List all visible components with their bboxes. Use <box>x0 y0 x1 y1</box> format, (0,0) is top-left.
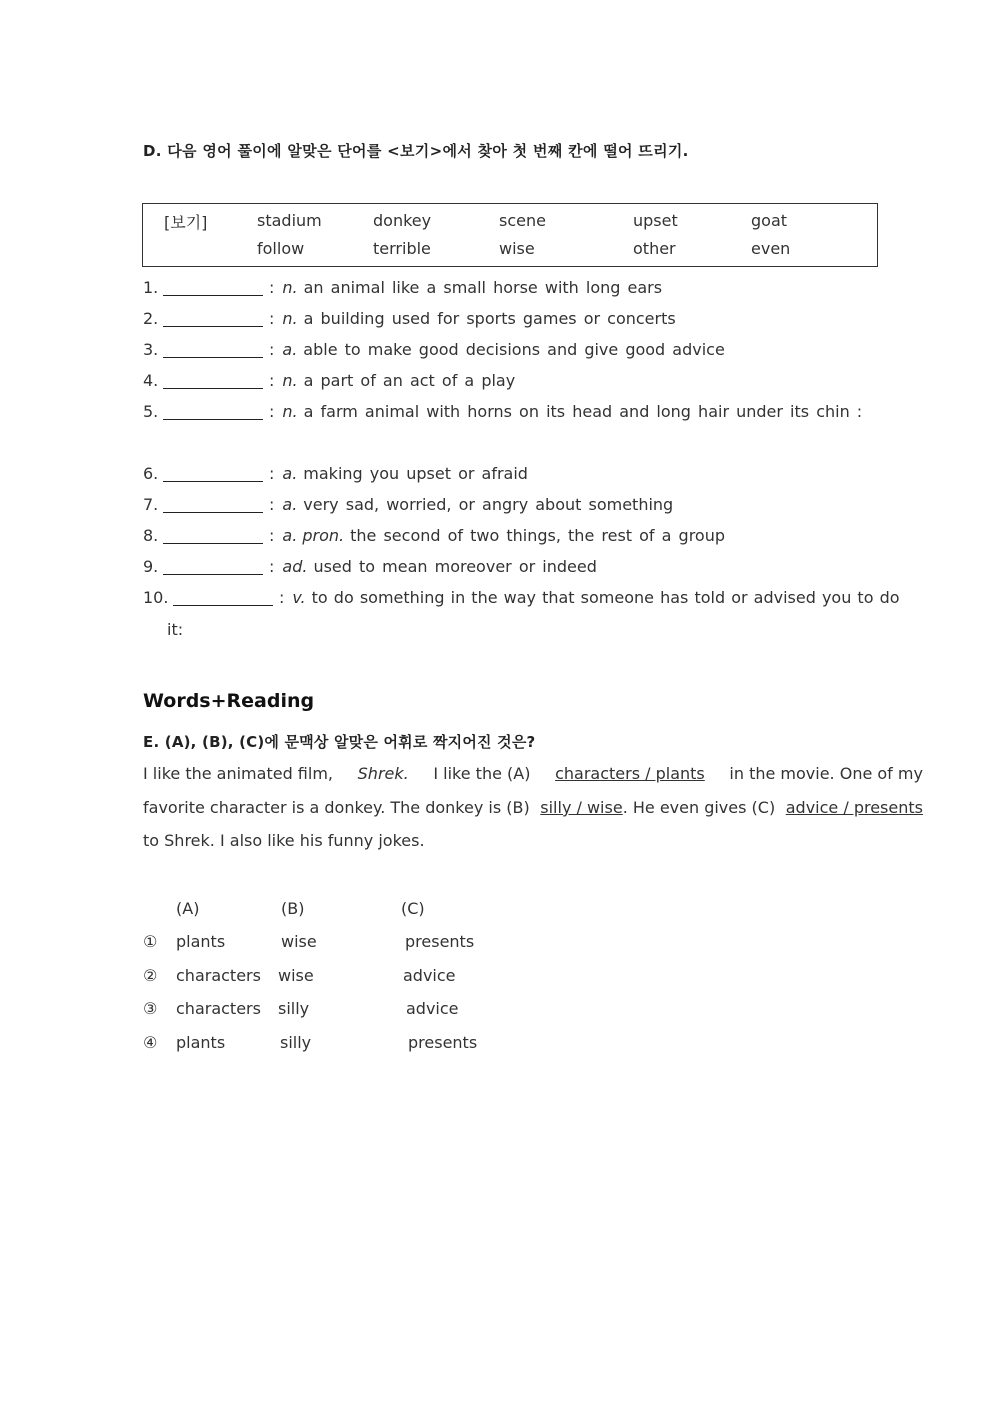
text-segment: I like the animated film, <box>143 764 333 783</box>
option-mark[interactable]: ③ <box>143 999 158 1018</box>
part-of-speech: n. <box>282 402 298 421</box>
item-number: 8. <box>143 526 159 545</box>
question-e-title: E. (A), (B), (C)에 문맥상 알맞은 어휘로 짝지어진 것은? <box>143 733 536 751</box>
text-segment: . He even gives (C) <box>622 798 776 817</box>
item-number: 5. <box>143 402 159 421</box>
definition-text: the second of two things, the rest of a group <box>350 526 725 545</box>
part-of-speech: a. <box>282 464 298 483</box>
option-a: plants <box>176 932 226 951</box>
option-a: characters <box>176 966 261 985</box>
text-segment: to Shrek. I also like his funny jokes. <box>143 831 425 850</box>
film-title: Shrek. <box>357 764 409 783</box>
choice-a-underlined: characters / plants <box>555 764 705 783</box>
definition-text: an animal like a small horse with long ears <box>303 278 663 297</box>
word-bank-word[interactable]: other <box>633 239 676 258</box>
part-of-speech: n. <box>282 309 298 328</box>
item-number: 1. <box>143 278 159 297</box>
word-bank-box <box>142 203 878 267</box>
part-of-speech: v. <box>292 588 306 607</box>
option-b: wise <box>281 932 317 951</box>
definition-item: 9. : ad. used to mean moreover or indeed <box>143 557 597 576</box>
option-c: advice <box>406 999 459 1018</box>
answer-blank[interactable] <box>163 341 263 358</box>
word-bank-word[interactable]: scene <box>499 211 546 230</box>
item-number: 4. <box>143 371 159 390</box>
text-segment: I like the (A) <box>433 764 531 783</box>
reading-paragraph-line <box>143 831 923 850</box>
definition-text: used to mean moreover or indeed <box>313 557 597 576</box>
word-bank-word[interactable]: terrible <box>373 239 431 258</box>
item-number: 6. <box>143 464 159 483</box>
definition-item: 2. : n. a building used for sports games or concerts <box>143 309 676 328</box>
word-bank-word[interactable]: stadium <box>257 211 322 230</box>
word-bank-word[interactable]: upset <box>633 211 678 230</box>
item-number: 9. <box>143 557 159 576</box>
definition-continuation: it: <box>167 620 184 639</box>
word-bank-label: [보기] <box>164 213 208 232</box>
answer-blank[interactable] <box>163 496 263 513</box>
answer-blank[interactable] <box>163 465 263 482</box>
definition-text: able to make good decisions and give good advice <box>303 340 725 359</box>
definition-text: a part of an act of a play <box>303 371 516 390</box>
section-heading: Words+Reading <box>143 690 315 712</box>
part-of-speech: a. <box>282 340 298 359</box>
reading-paragraph-line <box>143 764 923 783</box>
part-of-speech: ad. <box>282 557 308 576</box>
column-header-b: (B) <box>281 899 305 918</box>
part-of-speech: a. <box>282 495 298 514</box>
definition-item: 10. : v. to do something in the way that someone has told or advised you to do <box>143 588 900 607</box>
section-d-title: D. 다음 영어 풀이에 알맞은 단어를 <보기>에서 찾아 첫 번째 칸에 떨어 뜨리기. <box>143 142 689 160</box>
item-number: 7. <box>143 495 159 514</box>
option-mark[interactable]: ① <box>143 932 158 951</box>
definition-item: 1. : n. an animal like a small horse with long ears <box>143 278 663 297</box>
option-c: presents <box>408 1033 478 1052</box>
word-bank-word[interactable]: follow <box>257 239 305 258</box>
option-a: characters <box>176 999 261 1018</box>
option-mark[interactable]: ② <box>143 966 158 985</box>
option-a: plants <box>176 1033 226 1052</box>
part-of-speech: a. pron. <box>282 526 345 545</box>
word-bank-word[interactable]: even <box>751 239 791 258</box>
definition-item: 6. : a. making you upset or afraid <box>143 464 528 483</box>
option-b: wise <box>278 966 314 985</box>
word-bank-word[interactable]: wise <box>499 239 535 258</box>
word-bank-word[interactable]: goat <box>751 211 788 230</box>
definition-item: 5. : n. a farm animal with horns on its head and long hair under its chin : <box>143 402 863 421</box>
choice-b-underlined: silly / wise <box>540 798 623 817</box>
item-number: 2. <box>143 309 159 328</box>
definition-text: to do something in the way that someone has told or advised you to do <box>311 588 900 607</box>
text-segment: in the movie. One of my <box>729 764 923 783</box>
word-bank-word[interactable]: donkey <box>373 211 432 230</box>
part-of-speech: n. <box>282 278 298 297</box>
definition-text: a building used for sports games or concerts <box>303 309 676 328</box>
reading-paragraph-line <box>143 798 923 817</box>
definition-text: very sad, worried, or angry about something <box>303 495 674 514</box>
answer-blank[interactable] <box>163 279 263 296</box>
definition-item: 3. : a. able to make good decisions and give good advice <box>143 340 725 359</box>
option-c: presents <box>405 932 475 951</box>
definition-item: 4. : n. a part of an act of a play <box>143 371 516 390</box>
item-number: 10. <box>143 588 169 607</box>
option-b: silly <box>278 999 310 1018</box>
answer-blank[interactable] <box>163 403 263 420</box>
answer-blank[interactable] <box>173 589 273 606</box>
option-b: silly <box>280 1033 312 1052</box>
answer-blank[interactable] <box>163 310 263 327</box>
answer-blank[interactable] <box>163 527 263 544</box>
column-header-a: (A) <box>176 899 200 918</box>
definition-item: 7. : a. very sad, worried, or angry about something <box>143 495 674 514</box>
part-of-speech: n. <box>282 371 298 390</box>
definition-item: 8. : a. pron. the second of two things, the rest of a group <box>143 526 725 545</box>
option-c: advice <box>403 966 456 985</box>
choice-c-underlined: advice / presents <box>785 798 923 817</box>
definition-text: making you upset or afraid <box>303 464 528 483</box>
answer-blank[interactable] <box>163 372 263 389</box>
item-number: 3. <box>143 340 159 359</box>
option-mark[interactable]: ④ <box>143 1033 158 1052</box>
answer-blank[interactable] <box>163 558 263 575</box>
definition-text: a farm animal with horns on its head and long hair under its chin : <box>303 402 863 421</box>
text-segment: favorite character is a donkey. The donkey is (B) <box>143 798 530 817</box>
column-header-c: (C) <box>401 899 425 918</box>
